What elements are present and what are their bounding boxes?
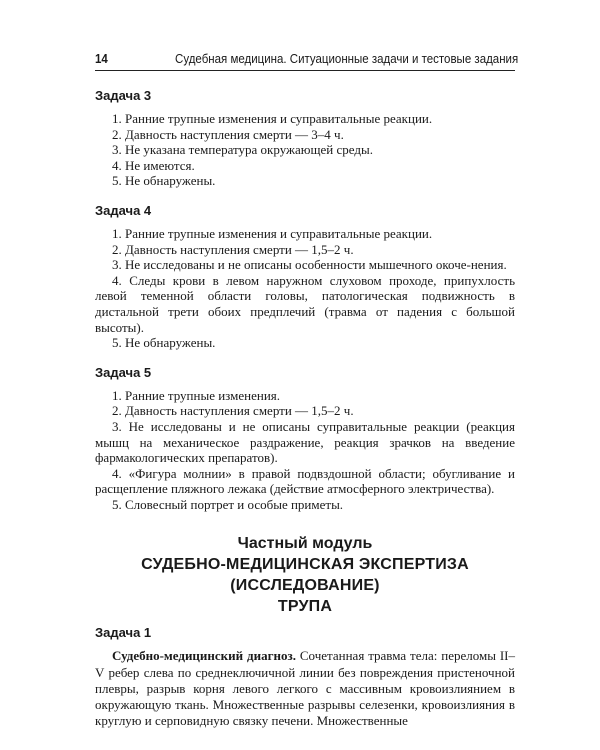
running-title: Судебная медицина. Ситуационные задачи и тестовые задания	[175, 52, 519, 66]
task-4-heading: Задача 4	[95, 202, 152, 218]
list-item: 1. Ранние трупные изменения.	[112, 387, 281, 403]
list-item: 1. Ранние трупные изменения и суправитальные реакции.	[112, 111, 433, 126]
list-item: 2. Давность наступления смерти — 1,5–2 ч.	[112, 241, 354, 257]
diagnosis-text: Сочетанная травма тела: переломы II–V ребер слева по среднеключичной линии без повреждения пристеночной плевры, разрыв корня левого легкого с массивным кровоизлиянием в окружающую ткань. Множественные разрывы селезенки, кровоизлияния в круглую и серповидную связку печени. Множественные	[95, 648, 516, 729]
task-5-heading: Задача 5	[95, 364, 152, 380]
list-item: 4. «Фигура молнии» в правой подвздошной области; обугливание и расщепление пляжного лежака (действие атмосферного электричества).	[95, 465, 515, 497]
task-5-answers	[95, 388, 515, 513]
module-task-1-heading: Задача 1	[95, 625, 152, 641]
list-item: 5. Словесный портрет и особые приметы.	[112, 496, 344, 512]
task-4-section	[95, 203, 515, 351]
module-title-line-3: ТРУПА	[277, 598, 333, 616]
module-title-line-2: СУДЕБНО-МЕДИЦИНСКАЯ ЭКСПЕРТИЗА (ИССЛЕДОВАНИЕ)	[141, 556, 469, 595]
list-item: 3. Не указана температура окружающей среды.	[112, 142, 373, 158]
list-item: 4. Следы крови в левом наружном слуховом проходе, припухлость левой теменной области головы, патологическая подвижность в дистальной трети обоих предплечий (травма от падения с большой высоты).	[95, 272, 515, 335]
page-number: 14	[95, 52, 108, 66]
page-content	[95, 78, 515, 729]
list-item: 2. Давность наступления смерти — 1,5–2 ч.	[112, 403, 354, 419]
task-3-answers	[95, 111, 515, 189]
task-3-section	[95, 88, 515, 189]
list-item: 3. Не исследованы и не описаны особенности мышечного окоче-нения.	[112, 257, 507, 273]
list-item: 2. Давность наступления смерти — 3–4 ч.	[112, 126, 344, 142]
task-5-section	[95, 365, 515, 513]
diagnosis-lead: Судебно-медицинский диагноз.	[112, 648, 296, 664]
list-item: 3. Не исследованы и не описаны суправитальные реакции (реакция мышц на механическое раздражение, реакция зрачков на введение фармакологических препаратов).	[95, 418, 515, 466]
list-item: 1. Ранние трупные изменения и суправитальные реакции.	[112, 225, 433, 241]
header-rule	[95, 70, 515, 71]
task-3-heading: Задача 3	[95, 88, 152, 103]
module-title-line-1: Частный модуль	[237, 535, 373, 553]
module-title	[95, 534, 515, 617]
running-header	[95, 52, 518, 66]
task-4-answers	[95, 226, 515, 351]
list-item: 5. Не обнаружены.	[112, 335, 216, 351]
module-task-1-paragraph	[95, 648, 515, 729]
list-item: 5. Не обнаружены.	[112, 173, 216, 189]
list-item: 4. Не имеются.	[112, 157, 195, 173]
